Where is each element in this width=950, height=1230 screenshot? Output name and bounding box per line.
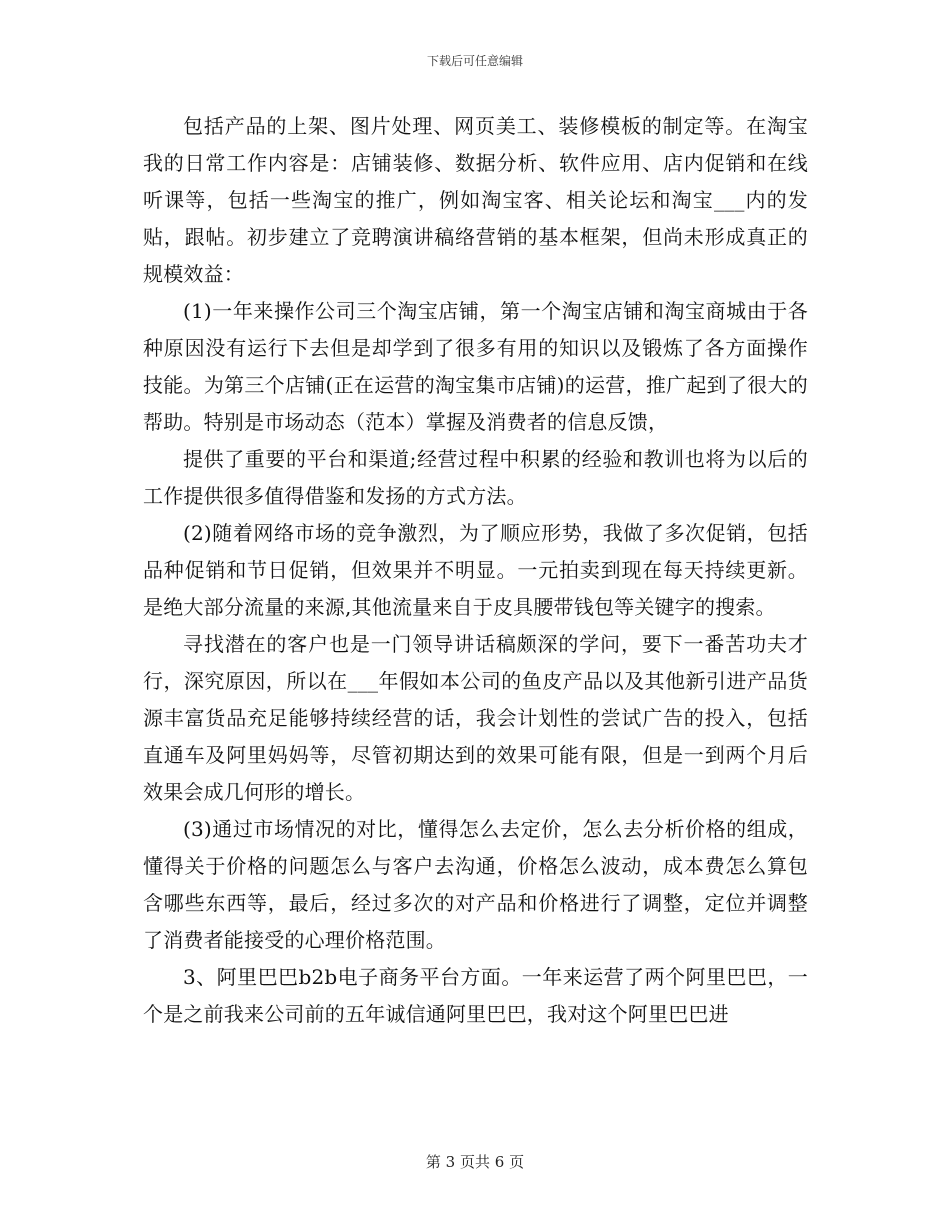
paragraph-5: 寻找潜在的客户也是一门领导讲话稿颇深的学问，要下一番苦功夫才行，深究原因，所以在___年假如本公司的鱼皮产品以及其他新引进产品货源丰富货品充足能够持续经营的话，我会计划性的尝试广告的投入，包括直通车及阿里妈妈等，尽管初期达到的效果可能有限，但是一到两个月后效果会成几何形的增长。	[143, 632, 808, 804]
paragraph-4: (2)随着网络市场的竞争激烈，为了顺应形势，我做了多次促销，包括品种促销和节日促销，但效果并不明显。一元拍卖到现在每天持续更新。是绝大部分流量的来源,其他流量来自于皮具腰带钱包等关键字的搜索。	[143, 521, 808, 619]
page-header: 下载后可任意编辑	[426, 54, 523, 68]
paragraph-6: (3)通过市场情况的对比，懂得怎么去定价，怎么去分析价格的组成，懂得关于价格的问题怎么与客户去沟通，价格怎么波动，成本费怎么算包含哪些东西等，最后，经过多次的对产品和价格进行了调整，定位并调整了消费者能接受的心理价格范围。	[143, 817, 808, 952]
document-body	[143, 108, 808, 1033]
paragraph-7: 3、阿里巴巴b2b电子商务平台方面。一年来运营了两个阿里巴巴，一个是之前我来公司前的五年诚信通阿里巴巴，我对这个阿里巴巴进	[143, 965, 808, 1026]
page-footer: 第 3 页共 6 页	[425, 1153, 525, 1171]
paragraph-1: 包括产品的上架、图片处理、网页美工、装修模板的制定等。在淘宝我的日常工作内容是：店铺装修、数据分析、软件应用、店内促销和在线听课等，包括一些淘宝的推广，例如淘宝客、相关论坛和淘宝___内的发贴，跟帖。初步建立了竞聘演讲稿络营销的基本框架，但尚未形成真正的规模效益：	[143, 114, 808, 286]
paragraph-2: (1)一年来操作公司三个淘宝店铺，第一个淘宝店铺和淘宝商城由于各种原因没有运行下去但是却学到了很多有用的知识以及锻炼了各方面操作技能。为第三个店铺(正在运营的淘宝集市店铺)的运营，推广起到了很大的帮助。特别是市场动态（范本）掌握及消费者的信息反馈，	[143, 299, 808, 434]
paragraph-3: 提供了重要的平台和渠道;经营过程中积累的经验和教训也将为以后的工作提供很多值得借鉴和发扬的方式方法。	[143, 447, 808, 508]
